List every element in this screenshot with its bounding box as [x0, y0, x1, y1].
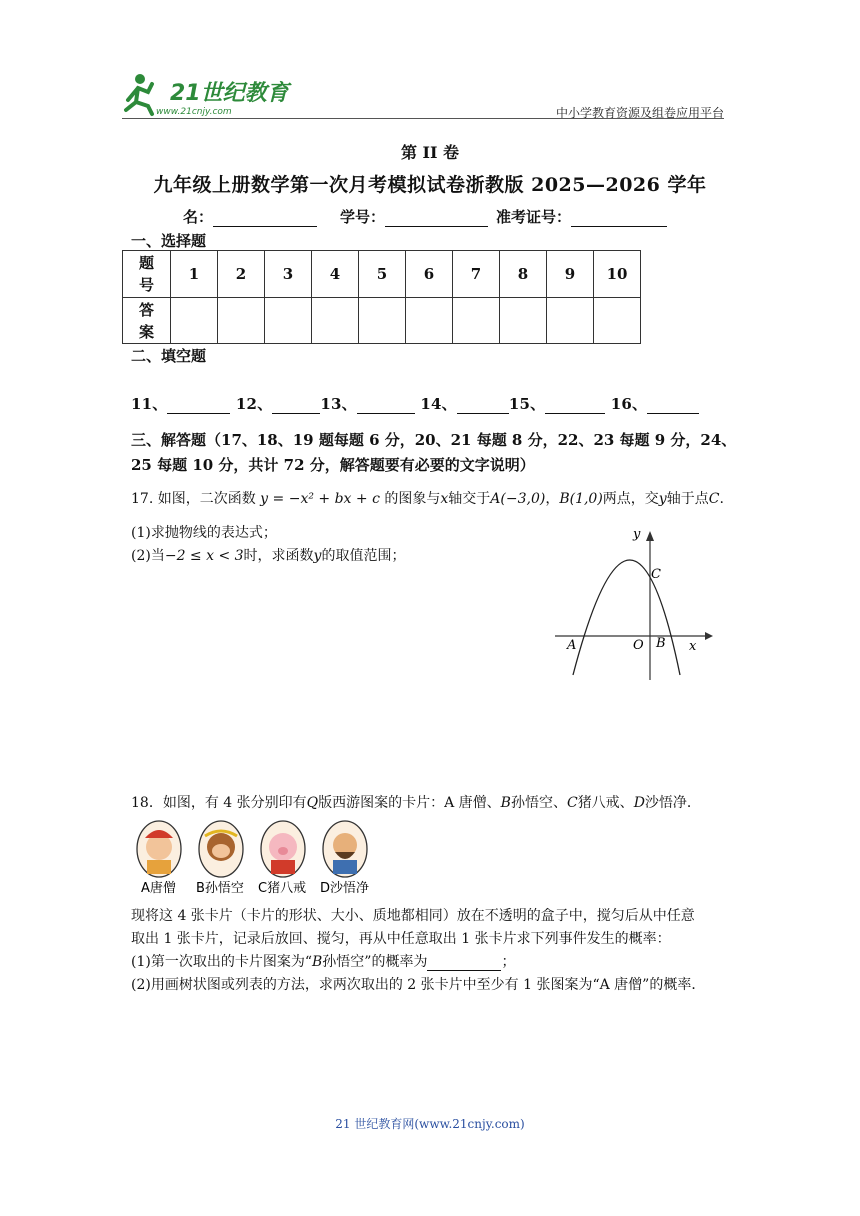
site-logo — [122, 70, 292, 118]
fill-blanks-row — [131, 393, 699, 414]
card-sha-wujing — [323, 821, 367, 877]
blank-label: 11、 — [131, 395, 168, 413]
q18-part2: (2)用画树状图或列表的方法，求两次取出的 2 张卡片中至少有 1 张图案为“A 唐僧”的概率． — [131, 977, 706, 993]
exam-id-field[interactable] — [496, 206, 667, 227]
header-divider — [122, 118, 724, 119]
question-number: 8 — [500, 251, 547, 298]
blank-line[interactable] — [457, 397, 509, 414]
blank-line[interactable] — [545, 397, 605, 414]
section-fill-heading: 二、填空题 — [131, 347, 207, 365]
q18-line2: 现将这 4 张卡片（卡片的形状、大小、质地都相同）放在不透明的盒子中，搅匀后从中任意 — [131, 908, 695, 924]
footer-link[interactable]: 21 世纪教育网(www.21cnjy.com) — [335, 1117, 525, 1131]
question-number: 1 — [171, 251, 218, 298]
blank-line[interactable] — [647, 397, 699, 414]
runner-icon — [126, 74, 152, 114]
answer-cell[interactable] — [406, 298, 453, 344]
section-choice-heading: 一、选择题 — [131, 232, 207, 250]
student-id-label: 学号： — [340, 208, 386, 226]
card-sun-wukong — [199, 821, 243, 877]
name-label: 名： — [183, 208, 214, 226]
answer-cell[interactable] — [359, 298, 406, 344]
question-number: 5 — [359, 251, 406, 298]
answer-cell[interactable] — [312, 298, 359, 344]
question-number: 9 — [547, 251, 594, 298]
name-field[interactable] — [183, 206, 317, 227]
question-number: 2 — [218, 251, 265, 298]
question-number: 10 — [594, 251, 641, 298]
exam-id-label: 准考证号： — [496, 208, 572, 226]
card-label: D沙悟净 — [320, 881, 370, 896]
answer-cell[interactable] — [594, 298, 641, 344]
answer-cell[interactable] — [171, 298, 218, 344]
logo-text: 21世纪教育 — [170, 81, 289, 106]
parabola-curve — [573, 560, 680, 675]
question-number: 3 — [265, 251, 312, 298]
y-axis-arrow — [646, 531, 654, 541]
answer-cell[interactable] — [547, 298, 594, 344]
card-label: A唐僧 — [141, 881, 176, 896]
row-label-number: 题 号 — [123, 251, 171, 298]
point-b-label: B — [656, 636, 666, 651]
question-number: 7 — [453, 251, 500, 298]
blank-label: 12、 — [235, 395, 273, 413]
point-c-label: C — [651, 567, 661, 582]
origin-label: O — [633, 638, 644, 653]
exam-title: 九年级上册数学第一次月考模拟试卷浙教版 2025—2026 学年 — [153, 174, 707, 196]
q18-line3: 取出 1 张卡片，记录后放回、搅匀，再从中任意取出 1 张卡片求下列事件发生的概率： — [131, 931, 671, 947]
card-tang-seng — [137, 821, 181, 877]
section-solve-heading: 三、解答题（17、18、19 题每题 6 分，20、21 每题 8 分，22、23 每题 9 分，24、 25 每题 10 分，共计 72 分，解答题要有必要的文字说明） — [131, 431, 737, 474]
blank-label: 15、 — [508, 395, 546, 413]
card-label: B孙悟空 — [196, 881, 244, 896]
card-illustrations — [135, 820, 380, 900]
q17-stem: 17. 如图，二次函数 y = −x² + bx + c 的图象与x轴交于A(−3,0)，B(1,0)两点，交y轴于点C. — [131, 491, 724, 507]
point-a-label: A — [567, 638, 577, 653]
student-id-field[interactable] — [340, 206, 488, 227]
blank-line[interactable] — [167, 397, 230, 414]
blank-label: 14、 — [420, 395, 457, 413]
platform-name: 中小学教育资源及组卷应用平台 — [555, 106, 724, 120]
volume-label: 第 II 卷 — [400, 143, 460, 162]
x-axis-arrow — [705, 632, 713, 640]
parabola-graph — [555, 525, 715, 685]
answer-cell[interactable] — [500, 298, 547, 344]
blank-line[interactable] — [357, 397, 415, 414]
blank-label: 16、 — [610, 395, 648, 413]
blank-label: 13、 — [320, 395, 357, 413]
row-label-answer: 答 案 — [123, 298, 171, 344]
blank-line[interactable] — [272, 397, 320, 414]
answer-cell[interactable] — [453, 298, 500, 344]
q18-part1: (1)第一次取出的卡片图案为“B孙悟空”的概率为 ； — [131, 954, 516, 970]
q18-stem: 18．如图，有 4 张分别印有Q版西游图案的卡片：A 唐僧、B孙悟空、C猪八戒、D沙悟净． — [131, 795, 701, 811]
answer-cell[interactable] — [265, 298, 312, 344]
answer-cell[interactable] — [218, 298, 265, 344]
q17-part1: (1)求抛物线的表达式； — [131, 525, 277, 541]
question-number: 4 — [312, 251, 359, 298]
question-number: 6 — [406, 251, 453, 298]
answer-blank[interactable] — [427, 956, 501, 971]
card-label: C猪八戒 — [258, 881, 307, 896]
y-axis-label: y — [633, 527, 641, 542]
x-axis-label: x — [689, 639, 697, 654]
card-zhu-bajie — [261, 821, 305, 877]
q17-part2: (2)当−2 ≤ x < 3时，求函数y的取值范围； — [131, 548, 406, 564]
logo-url: www.21cnjy.com — [156, 107, 232, 117]
answer-table — [122, 250, 641, 344]
